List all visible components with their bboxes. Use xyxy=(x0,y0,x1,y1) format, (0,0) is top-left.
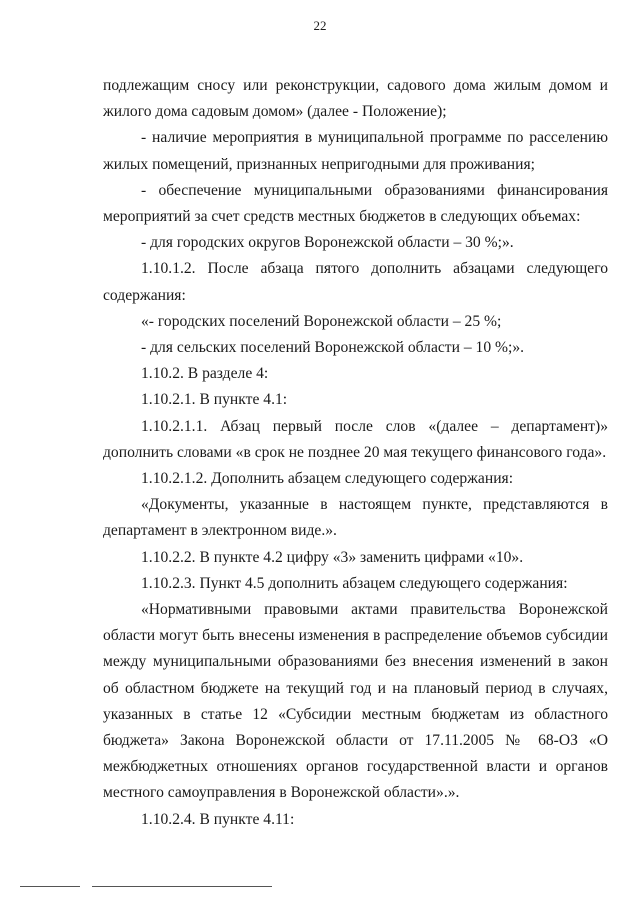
paragraph: - для городских округов Воронежской области – 30 %;». xyxy=(141,234,514,252)
paragraph: 1.10.2.2. В пункте 4.2 цифру «3» заменить цифрами «10». xyxy=(141,548,524,566)
paragraph: 1.10.2.4. В пункте 4.11: xyxy=(141,810,295,828)
paragraph: 1.10.2.3. Пункт 4.5 дополнить абзацем следующего содержания: xyxy=(141,574,568,592)
paragraph: 1.10.2.1. В пункте 4.1: xyxy=(141,391,288,409)
paragraph: 1.10.2.1.2. Дополнить абзацем следующего содержания: xyxy=(141,470,514,488)
paragraph: «Нормативными правовыми актами правительства Воронежской области могут быть внесены изменения в распределение объемов субсидии между муниципальными образованиями без внесения изменений в закон об областном бюджете на текущий год и на плановый период в случаях, указанных в статье 12 «Субсидии местным бюджетам из областного бюджета» Закона Воронежской области от 17.11.2005 № 68-ОЗ «О межбюджетных отношениях органов государственной власти и органов местного самоуправления в Воронежской области».». xyxy=(103,601,608,802)
paragraph: - для сельских поселений Воронежской области – 10 %;». xyxy=(141,339,525,357)
paragraph: - обеспечение муниципальными образованиями финансирования мероприятий за счет средств местных бюджетов в следующих объемах: xyxy=(103,181,608,226)
paragraph: «- городских поселений Воронежской области – 25 %; xyxy=(141,312,502,330)
paragraph: подлежащим сносу или реконструкции, садового дома жилым домом и жилого дома садовым домом» (далее - Положение); xyxy=(103,77,608,121)
document-body xyxy=(103,73,608,833)
paragraph: 1.10.1.2. После абзаца пятого дополнить абзацами следующего содержания: xyxy=(103,260,608,304)
page-number: 22 xyxy=(313,18,327,33)
paragraph: 1.10.2.1.1. Абзац первый после слов «(далее – департамент)» дополнить словами «в срок не позднее 20 мая текущего финансового года». xyxy=(103,417,608,461)
paragraph: 1.10.2. В разделе 4: xyxy=(141,365,269,383)
paragraph: «Документы, указанные в настоящем пункте, представляются в департамент в электронном виде.». xyxy=(103,496,608,540)
paragraph: - наличие мероприятия в муниципальной программе по расселению жилых помещений, признанных непригодными для проживания; xyxy=(103,129,608,173)
